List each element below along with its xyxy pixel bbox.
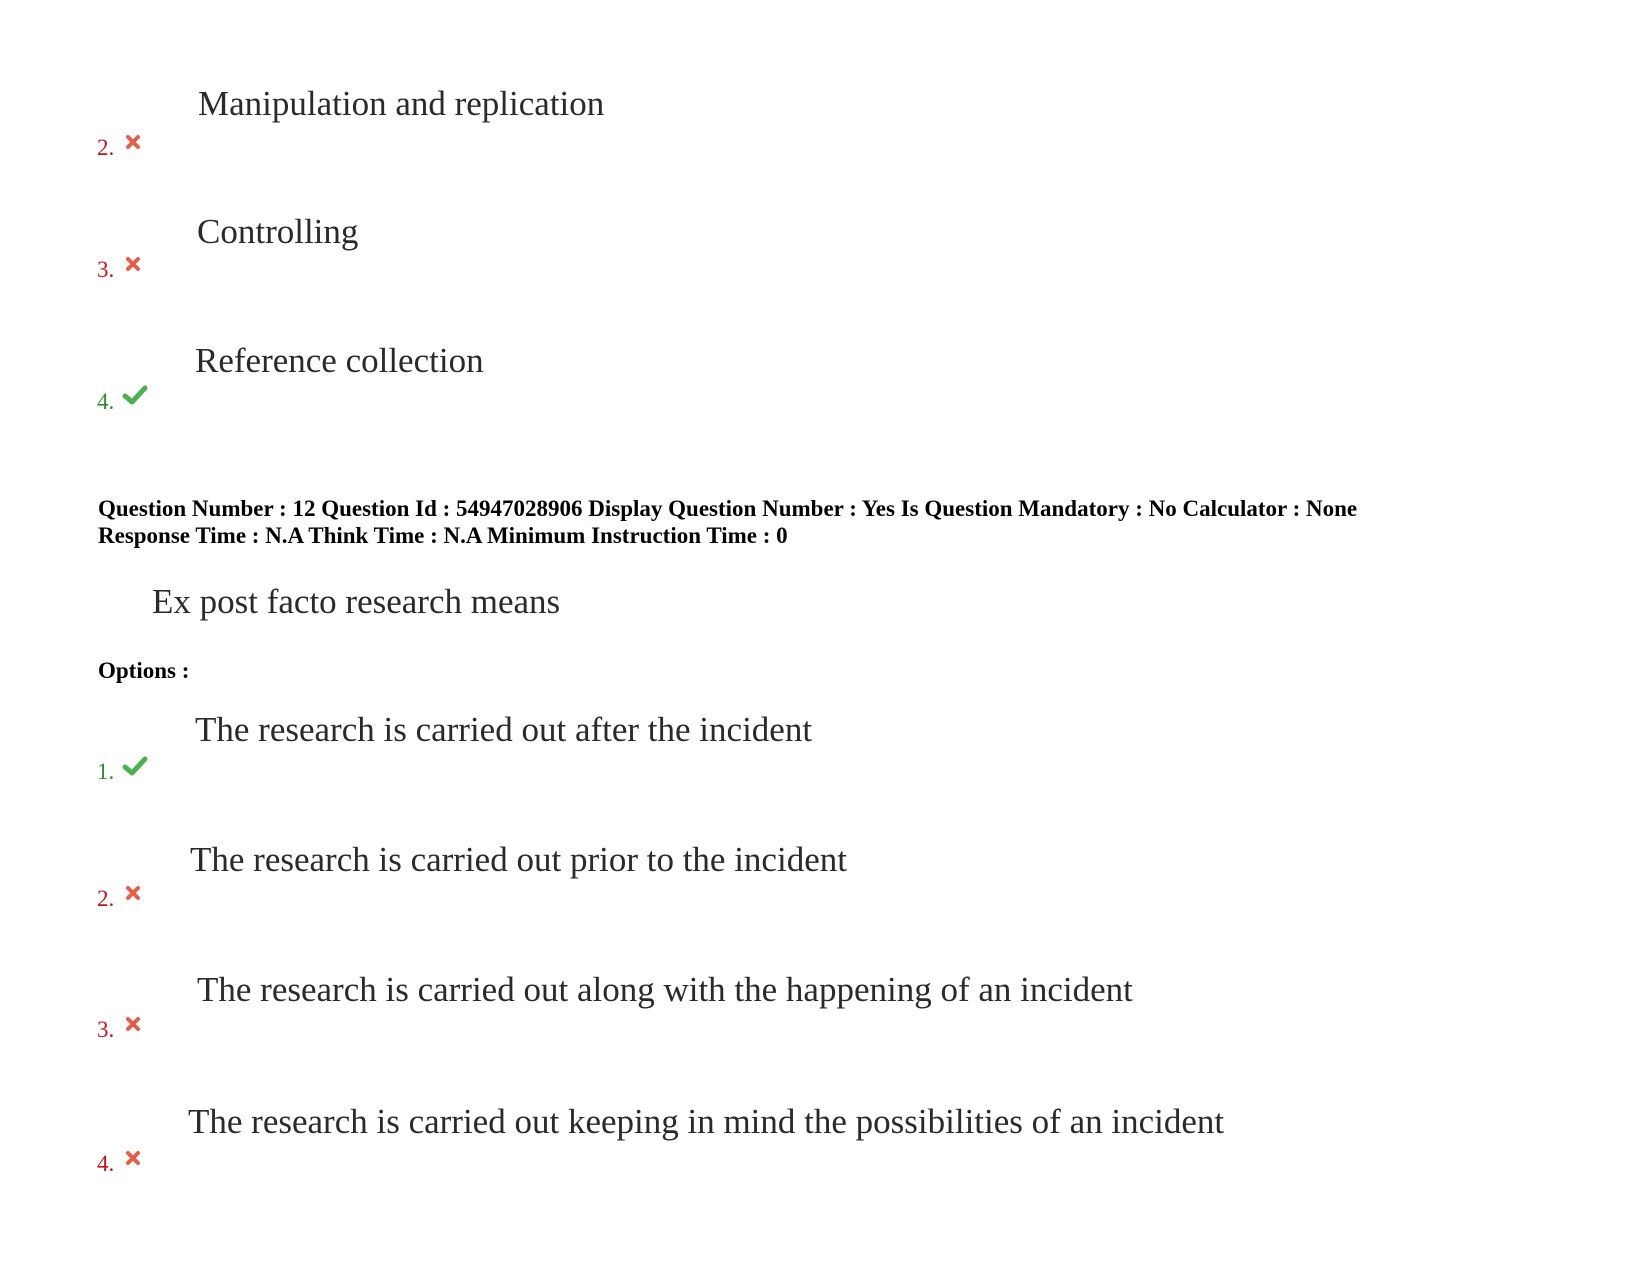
option-text: Manipulation and replication — [198, 84, 605, 123]
option-text: Reference collection — [195, 341, 484, 380]
question-text: Ex post facto research means — [152, 582, 561, 621]
check-icon — [122, 384, 148, 406]
cross-icon — [125, 256, 141, 272]
option-text: The research is carried out after the incident — [195, 710, 813, 749]
option-number: 1. — [97, 759, 115, 784]
option-text: The research is carried out prior to the incident — [190, 840, 847, 879]
options-label: Options : — [98, 658, 190, 683]
option-number: 3. — [97, 1017, 115, 1042]
cross-icon — [125, 885, 141, 901]
question-meta-line-1: Question Number : 12 Question Id : 54947028906 Display Question Number : Yes Is Question Mandatory : No Calculator : None — [98, 496, 1358, 521]
option-text: Controlling — [197, 212, 359, 251]
option-number: 3. — [97, 257, 115, 282]
question-meta-line-2: Response Time : N.A Think Time : N.A Minimum Instruction Time : 0 — [98, 523, 788, 548]
option-number: 2. — [97, 135, 115, 160]
cross-icon — [125, 1150, 141, 1166]
cross-icon — [125, 1016, 141, 1032]
check-icon — [122, 755, 148, 777]
option-text: The research is carried out keeping in mind the possibilities of an incident — [188, 1102, 1225, 1141]
option-number: 4. — [97, 389, 115, 414]
option-text: The research is carried out along with the happening of an incident — [197, 970, 1133, 1009]
option-number: 4. — [97, 1151, 115, 1176]
option-number: 2. — [97, 886, 115, 911]
cross-icon — [125, 134, 141, 150]
